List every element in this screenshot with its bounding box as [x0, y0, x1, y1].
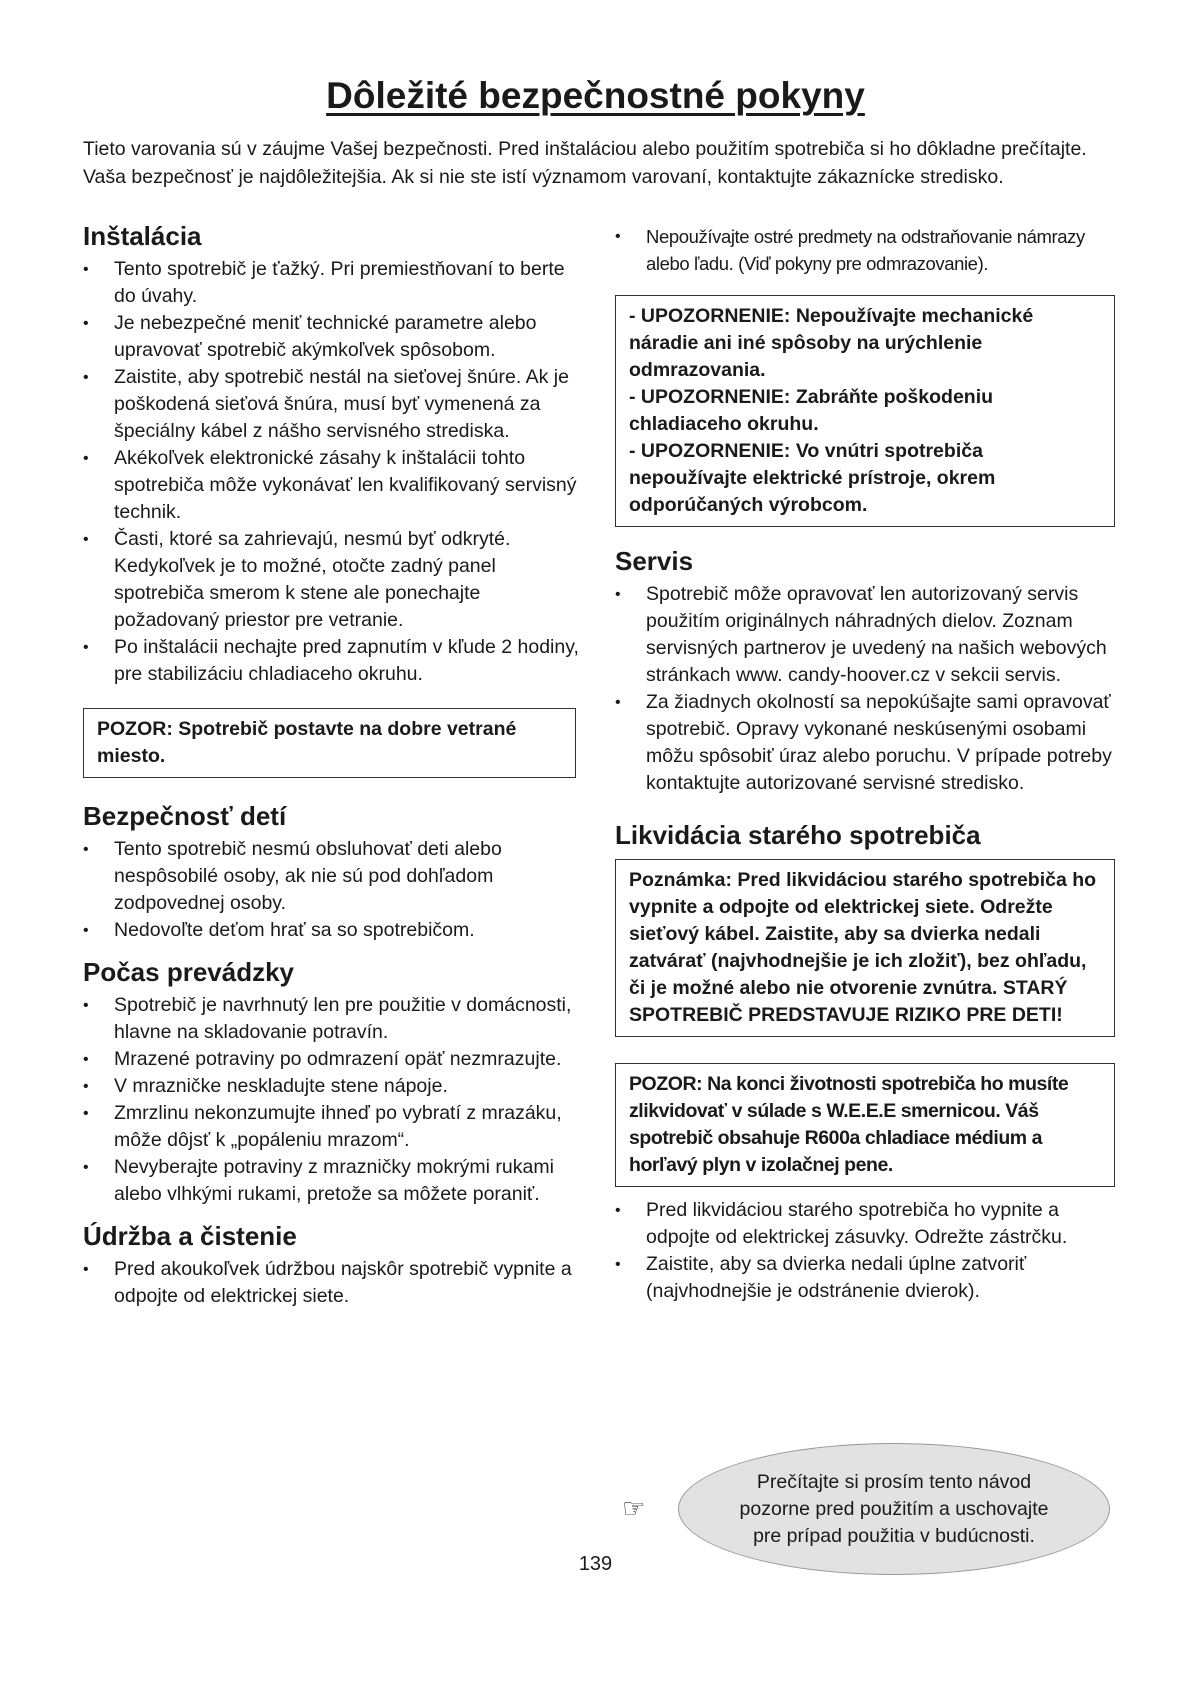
defrost-list	[615, 223, 1115, 277]
list-item: • Tento spotrebič nesmú obsluhovať deti alebo nespôsobilé osoby, ak nie sú pod dohľadom zodpovednej osoby.	[83, 836, 583, 917]
list-item: • Zaistite, aby spotrebič nestál na sieťovej šnúre. Ak je poškodená sieťová šnúra, musí byť vymenená za špeciálny kábel z nášho servisného strediska.	[83, 364, 583, 445]
list-item: • Nedovoľte deťom hrať sa so spotrebičom.	[83, 917, 583, 944]
read-instructions-text: Prečítajte si prosím tento návod pozorne pred použitím a uschovajte pre prípad použitia v budúcnosti.	[739, 1470, 1049, 1547]
list-item: • Zmrzlinu nekonzumujte ihneď po vybratí z mrazáku, môže dôjsť k „popáleniu mrazom“.	[83, 1100, 583, 1154]
list-item: • Spotrebič je navrhnutý len pre použitie v domácnosti, hlavne na skladovanie potravín.	[83, 992, 583, 1046]
page-number: 139	[578, 1553, 613, 1575]
list-item: • V mrazničke neskladujte stene nápoje.	[83, 1073, 583, 1100]
list-item: • Tento spotrebič je ťažký. Pri premiestňovaní to berte do úvahy.	[83, 256, 583, 310]
warning-line: - UPOZORNENIE: Zabráňte poškodeniu chladiaceho okruhu.	[629, 386, 994, 435]
service-heading: Servis	[615, 546, 694, 576]
maintenance-list	[83, 1256, 583, 1310]
maintenance-heading: Údržba a čistenie	[83, 1221, 297, 1251]
operation-list	[83, 992, 583, 1208]
right-column	[615, 223, 1115, 1305]
list-item: • Mrazené potraviny po odmrazení opäť nezmrazujte.	[83, 1046, 583, 1073]
disposal-list	[615, 1197, 1115, 1305]
installation-heading: Inštalácia	[83, 221, 202, 251]
list-item: • Za žiadnych okolností sa nepokúšajte sami opravovať spotrebič. Opravy vykonané neskúsenými osobami môžu spôsobiť úraz alebo poruchu. V prípade potreby kontaktujte autorizované servisné stredisko.	[615, 689, 1115, 797]
operation-heading: Počas prevádzky	[83, 957, 295, 987]
intro-text: Tieto varovania sú v záujme Vašej bezpečnosti. Pred inštaláciou alebo použitím spotrebiča si ho dôkladne prečítajte. Vaša bezpečnosť je najdôležitejšia. Ak si nie ste istí významom varovaní, kontaktujte zákaznícke stredisko.	[83, 138, 1087, 188]
list-item: • Časti, ktoré sa zahrievajú, nesmú byť odkryté. Kedykoľvek je to možné, otočte zadný panel spotrebiča smerom k stene ale ponechajte požadovaný priestor pre vetranie.	[83, 526, 583, 634]
list-item: • Pred likvidáciou starého spotrebiča ho vypnite a odpojte od elektrickej zásuvky. Odrežte zástrčku.	[615, 1197, 1115, 1251]
ventilation-warning-box: POZOR: Spotrebič postavte na dobre vetrané miesto.	[83, 708, 576, 778]
disposal-heading: Likvidácia starého spotrebiča	[615, 820, 981, 850]
defrost-warnings-box	[615, 295, 1115, 527]
pointing-hand-icon: ☞	[622, 1493, 646, 1523]
child-safety-list	[83, 836, 583, 944]
list-item: • Pred akoukoľvek údržbou najskôr spotrebič vypnite a odpojte od elektrickej siete.	[83, 1256, 583, 1310]
list-item: • Zaistite, aby sa dvierka nedali úplne zatvoriť (najvhodnejšie je odstránenie dvierok).	[615, 1251, 1115, 1305]
list-item: • Akékoľvek elektronické zásahy k inštalácii tohto spotrebiča môže vykonávať len kvalifikovaný servisný technik.	[83, 445, 583, 526]
service-list	[615, 581, 1115, 797]
installation-list	[83, 256, 583, 688]
disposal-warning-box: POZOR: Na konci životnosti spotrebiča ho musíte zlikvidovať v súlade s W.E.E.E smernicou. Váš spotrebič obsahuje R600a chladiace médium a horľavý plyn v izolačnej pene.	[615, 1063, 1115, 1187]
list-item: • Po inštalácii nechajte pred zapnutím v kľude 2 hodiny, pre stabilizáciu chladiaceho okruhu.	[83, 634, 583, 688]
child-safety-heading: Bezpečnosť detí	[83, 801, 287, 831]
page-title: Dôležité bezpečnostné pokyny	[326, 75, 865, 116]
warning-line: - UPOZORNENIE: Nepoužívajte mechanické náradie ani iné spôsoby na urýchlenie odmrazovania.	[629, 305, 1034, 381]
warning-line: - UPOZORNENIE: Vo vnútri spotrebiča nepoužívajte elektrické prístroje, okrem odporúčaných výrobcom.	[629, 440, 996, 516]
disposal-note-box: Poznámka: Pred likvidáciou starého spotrebiča ho vypnite a odpojte od elektrickej siete. Odrežte sieťový kábel. Zaistite, aby sa dvierka nedali zatvárať (najvhodnejšie je ich zložiť), bez ohľadu, či je možné alebo nie otvorenie zvnútra. STARÝ SPOTREBIČ PREDSTAVUJE RIZIKO PRE DETI!	[615, 859, 1115, 1037]
list-item: • Nepoužívajte ostré predmety na odstraňovanie námrazy alebo ľadu. (Viď pokyny pre odmrazovanie).	[615, 223, 1115, 277]
list-item: • Spotrebič môže opravovať len autorizovaný servis použitím originálnych náhradných dielov. Zoznam servisných partnerov je uvedený na našich webových stránkach www. candy-hoover.cz v sekcii servis.	[615, 581, 1115, 689]
left-column	[83, 220, 583, 1310]
list-item: • Nevyberajte potraviny z mrazničky mokrými rukami alebo vlhkými rukami, pretože sa môžete poraniť.	[83, 1154, 583, 1208]
list-item: • Je nebezpečné meniť technické parametre alebo upravovať spotrebič akýmkoľvek spôsobom.	[83, 310, 583, 364]
